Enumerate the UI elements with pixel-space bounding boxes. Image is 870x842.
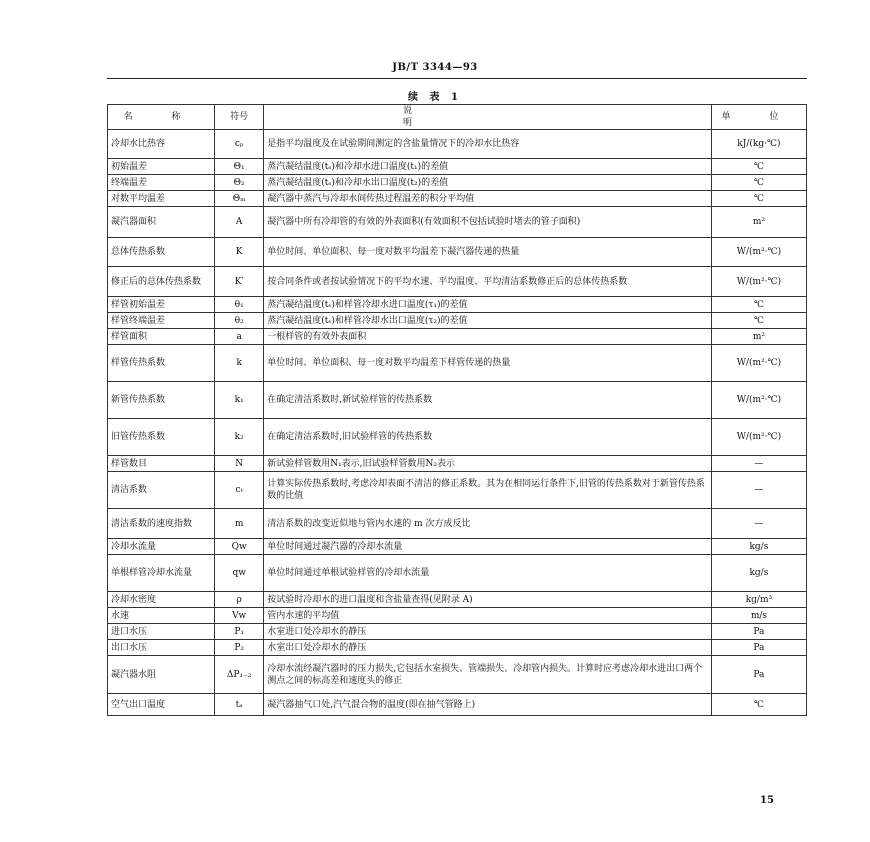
symbol-cell: k (215, 345, 264, 382)
term-name-cell: 旧管传热系数 (108, 419, 215, 456)
symbol-cell: ΔP₁₋₂ (215, 656, 264, 694)
term-name-cell: 单根样管冷却水流量 (108, 555, 215, 592)
symbol-cell: a (215, 329, 264, 345)
term-name-cell: 样管传热系数 (108, 345, 215, 382)
term-name-cell: 样管面积 (108, 329, 215, 345)
description-cell: 管内水速的平均值 (264, 608, 712, 624)
unit-cell: kJ/(kg·℃) (711, 130, 806, 159)
description-cell: 单位时间、单位面积、每一度对数平均温差下凝汽器传递的热量 (264, 238, 712, 267)
unit-cell: kg/s (711, 555, 806, 592)
symbol-cell: cₜ (215, 472, 264, 509)
unit-cell: — (711, 509, 806, 539)
unit-cell: ℃ (711, 175, 806, 191)
term-name-cell: 样管数目 (108, 456, 215, 472)
unit-cell: kg/m³ (711, 592, 806, 608)
description-cell: 单位时间、单位面积、每一度对数平均温差下样管传递的热量 (264, 345, 712, 382)
symbol-cell: Qᴡ (215, 539, 264, 555)
term-name-cell: 终端温差 (108, 175, 215, 191)
table-row (108, 456, 807, 472)
table-row (108, 608, 807, 624)
term-name-cell: 样管初始温差 (108, 297, 215, 313)
term-name-cell: 新管传热系数 (108, 382, 215, 419)
unit-cell: ℃ (711, 313, 806, 329)
symbol-cell: cₚ (215, 130, 264, 159)
table-row (108, 592, 807, 608)
description-cell: 在确定清洁系数时,新试验样管的传热系数 (264, 382, 712, 419)
header-rule (107, 78, 807, 79)
unit-cell: — (711, 456, 806, 472)
unit-cell: ℃ (711, 159, 806, 175)
description-cell: 单位时间通过单根试验样管的冷却水流量 (264, 555, 712, 592)
unit-cell: Pa (711, 624, 806, 640)
unit-cell: ℃ (711, 191, 806, 207)
symbol-cell: m (215, 509, 264, 539)
term-name-cell: 对数平均温差 (108, 191, 215, 207)
term-name-cell: 清洁系数的速度指数 (108, 509, 215, 539)
unit-cell: W/(m²·℃) (711, 345, 806, 382)
description-cell: 凝汽器中所有冷却管的有效的外表面积(有效面积不包括试验时堵去的管子面积) (264, 207, 712, 238)
symbol-cell: P₁ (215, 624, 264, 640)
description-cell: 蒸汽凝结温度(tₛ)和冷却水进口温度(t₁)的差值 (264, 159, 712, 175)
term-name-cell: 凝汽器面积 (108, 207, 215, 238)
unit-cell: W/(m²·℃) (711, 419, 806, 456)
column-header-unit: 单 位 (711, 105, 806, 130)
symbol-cell: N (215, 456, 264, 472)
term-name-cell: 冷却水流量 (108, 539, 215, 555)
term-name-cell: 修正后的总体传热系数 (108, 267, 215, 297)
term-name-cell: 总体传热系数 (108, 238, 215, 267)
description-cell: 水室进口处冷却水的静压 (264, 624, 712, 640)
unit-cell: m/s (711, 608, 806, 624)
symbol-cell: qᴡ (215, 555, 264, 592)
symbol-cell: k₂ (215, 419, 264, 456)
term-name-cell: 冷却水比热容 (108, 130, 215, 159)
unit-cell: W/(m²·℃) (711, 267, 806, 297)
description-cell: 按试验时冷却水的进口温度和含盐量查得(见附录 A) (264, 592, 712, 608)
term-name-cell: 出口水压 (108, 640, 215, 656)
unit-cell: — (711, 472, 806, 509)
table-row (108, 207, 807, 238)
symbol-cell: Θ₂ (215, 175, 264, 191)
table-row (108, 191, 807, 207)
symbol-cell: Θₘ (215, 191, 264, 207)
unit-cell: ℃ (711, 694, 806, 716)
definitions-table (107, 104, 807, 716)
symbol-cell: K (215, 238, 264, 267)
table-row (108, 175, 807, 191)
description-cell: 水室出口处冷却水的静压 (264, 640, 712, 656)
table-row (108, 130, 807, 159)
term-name-cell: 样管终端温差 (108, 313, 215, 329)
description-cell: 计算实际传热系数时,考虑冷却表面不清洁的修正系数。其为在相同运行条件下,旧管的传热系数对于新管传热系数的比值 (264, 472, 712, 509)
table-header-row (108, 105, 807, 130)
table-row (108, 640, 807, 656)
unit-cell: m² (711, 329, 806, 345)
page-number: 15 (760, 795, 774, 806)
table-row (108, 656, 807, 694)
description-cell: 冷却水流经凝汽器时的压力损失,它包括水室损失、管端损失、冷却管内损失。计算时应考虑冷却水进出口两个测点之间的标高差和速度头的修正 (264, 656, 712, 694)
unit-cell: W/(m²·℃) (711, 238, 806, 267)
standard-number: JB/T 3344—93 (392, 62, 478, 73)
unit-cell: Pa (711, 640, 806, 656)
description-cell: 蒸汽凝结温度(tₛ)和冷却水出口温度(t₂)的差值 (264, 175, 712, 191)
column-header-name: 名 称 (108, 105, 215, 130)
description-cell: 新试验样管数用N₁表示,旧试验样管数用N₂表示 (264, 456, 712, 472)
term-name-cell: 凝汽器水阻 (108, 656, 215, 694)
description-cell: 清洁系数的改变近似地与管内水速的 m 次方成反比 (264, 509, 712, 539)
table-body (108, 130, 807, 716)
table-row (108, 509, 807, 539)
table-row (108, 539, 807, 555)
symbol-cell: K′ (215, 267, 264, 297)
unit-cell: m² (711, 207, 806, 238)
table-row (108, 345, 807, 382)
term-name-cell: 进口水压 (108, 624, 215, 640)
description-cell: 凝汽器中蒸汽与冷却水间传热过程温差的积分平均值 (264, 191, 712, 207)
table-row (108, 419, 807, 456)
term-name-cell: 空气出口温度 (108, 694, 215, 716)
unit-cell: kg/s (711, 539, 806, 555)
table-row (108, 297, 807, 313)
table-row (108, 382, 807, 419)
table-row (108, 624, 807, 640)
symbol-cell: k₁ (215, 382, 264, 419)
table-row (108, 159, 807, 175)
term-name-cell: 清洁系数 (108, 472, 215, 509)
table-row (108, 694, 807, 716)
table-row (108, 555, 807, 592)
table-row (108, 329, 807, 345)
table-row (108, 472, 807, 509)
unit-cell: ℃ (711, 297, 806, 313)
table-row (108, 267, 807, 297)
description-cell: 蒸汽凝结温度(tₛ)和样管冷却水出口温度(τ₂)的差值 (264, 313, 712, 329)
description-cell: 单位时间通过凝汽器的冷却水流量 (264, 539, 712, 555)
description-cell: 按合同条件或者按试验情况下的平均水速、平均温度、平均清洁系数修正后的总体传热系数 (264, 267, 712, 297)
table-row (108, 238, 807, 267)
description-cell: 一根样管的有效外表面积 (264, 329, 712, 345)
symbol-cell: Θ₁ (215, 159, 264, 175)
column-header-description: 说 明 (264, 105, 712, 130)
term-name-cell: 冷却水密度 (108, 592, 215, 608)
description-cell: 凝汽器抽气口处,汽气混合物的温度(即在抽气管路上) (264, 694, 712, 716)
symbol-cell: ρ (215, 592, 264, 608)
definitions-table-wrapper (107, 104, 807, 716)
symbol-cell: θ₂ (215, 313, 264, 329)
symbol-cell: P₂ (215, 640, 264, 656)
unit-cell: Pa (711, 656, 806, 694)
term-name-cell: 水速 (108, 608, 215, 624)
symbol-cell: tₐ (215, 694, 264, 716)
description-cell: 蒸汽凝结温度(tₛ)和样管冷却水进口温度(τ₁)的差值 (264, 297, 712, 313)
unit-cell: W/(m²·℃) (711, 382, 806, 419)
description-cell: 是指平均温度及在试验期间测定的含盐量情况下的冷却水比热容 (264, 130, 712, 159)
term-name-cell: 初始温差 (108, 159, 215, 175)
table-title: 续 表 1 (408, 92, 462, 103)
symbol-cell: θ₁ (215, 297, 264, 313)
description-cell: 在确定清洁系数时,旧试验样管的传热系数 (264, 419, 712, 456)
column-header-symbol: 符号 (215, 105, 264, 130)
symbol-cell: Vᴡ (215, 608, 264, 624)
symbol-cell: A (215, 207, 264, 238)
table-row (108, 313, 807, 329)
